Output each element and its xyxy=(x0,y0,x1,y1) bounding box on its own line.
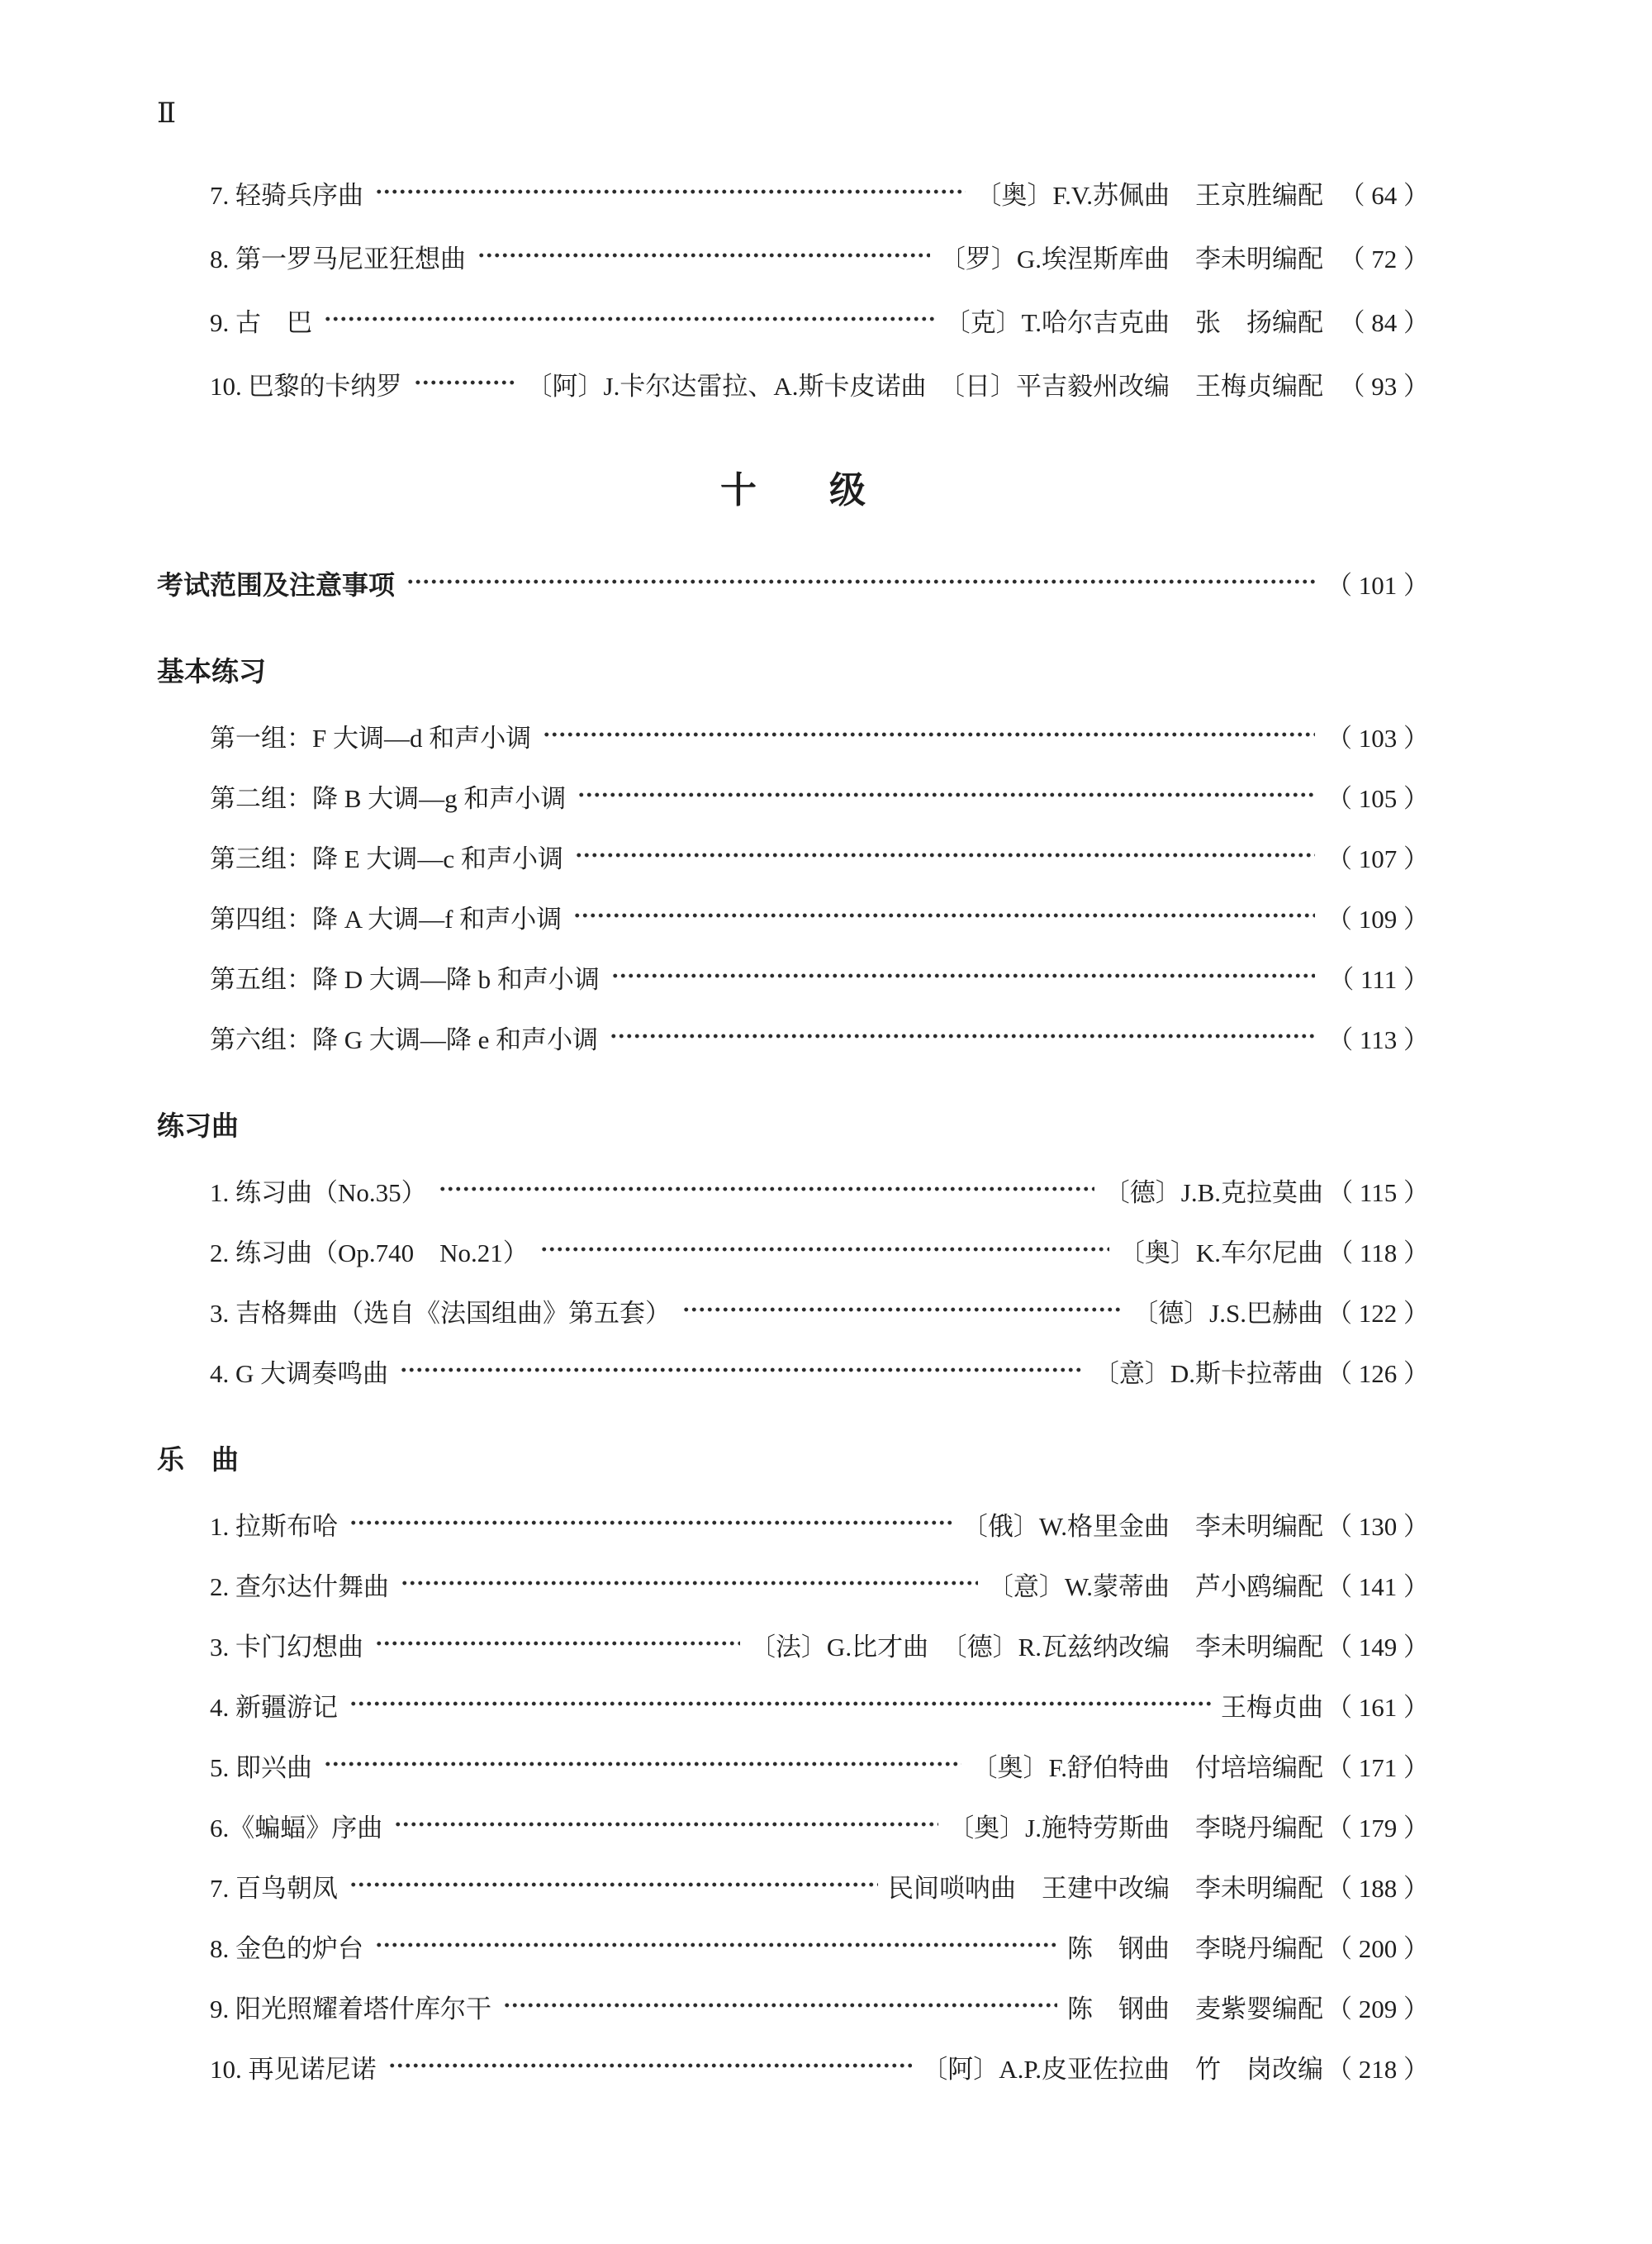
entry-page-number: （ 111 ） xyxy=(1328,965,1429,994)
toc-entry xyxy=(157,1496,1429,1557)
dotted-leader xyxy=(414,369,517,395)
toc-entry xyxy=(157,164,1429,227)
toc-sections xyxy=(157,637,1429,2099)
entry-title: 7. 轻骑兵序曲 xyxy=(210,181,363,210)
entry-attribution: 〔克〕T.哈尔吉克曲 张 扬编配 xyxy=(944,308,1323,337)
toc-entry xyxy=(157,1918,1429,1979)
entry-attribution: 民间唢呐曲 王建中改编 李未明编配 xyxy=(888,1874,1323,1903)
dotted-leader xyxy=(401,1570,978,1595)
toc-entry xyxy=(157,708,1429,768)
entry-attribution: 〔奥〕J.施特劳斯曲 李晓丹编配 xyxy=(948,1814,1323,1842)
entry-page-number: （ 64 ） xyxy=(1339,181,1429,210)
dotted-leader xyxy=(324,1751,961,1776)
entry-attribution: 〔奥〕K.车尔尼曲 xyxy=(1118,1238,1323,1267)
toc-section xyxy=(157,1425,1429,2099)
entry-page-number: （ 72 ） xyxy=(1339,245,1429,273)
entry-title: 3. 吉格舞曲（选自《法国组曲》第五套） xyxy=(210,1299,671,1328)
entry-page-number: （ 105 ） xyxy=(1327,784,1429,813)
entry-title: 4. 新疆游记 xyxy=(210,1693,338,1722)
entry-title: 2. 查尔达什舞曲 xyxy=(210,1572,389,1601)
entry-attribution: 〔德〕J.B.克拉莫曲 xyxy=(1104,1178,1323,1207)
entry-page-number: （ 188 ） xyxy=(1327,1874,1429,1903)
entry-attribution: 王梅贞曲 xyxy=(1221,1693,1323,1722)
entry-page-number: （ 115 ） xyxy=(1327,1178,1429,1207)
level-ten-heading: 十 级 xyxy=(720,470,866,511)
entry-title: 8. 第一罗马尼亚狂想曲 xyxy=(210,245,466,273)
toc-entry xyxy=(157,227,1429,291)
toc-entry xyxy=(157,2039,1429,2099)
entry-title: 1. 练习曲（No.35） xyxy=(210,1178,427,1207)
dotted-leader xyxy=(682,1296,1123,1322)
entry-page-number: （ 93 ） xyxy=(1339,372,1429,401)
entry-attribution: 〔法〕G.比才曲 〔德〕R.瓦兹纳改编 李未明编配 xyxy=(749,1633,1323,1662)
entry-page-number: （ 113 ） xyxy=(1327,1025,1429,1054)
toc-entry xyxy=(157,1557,1429,1617)
entry-page-number: （ 161 ） xyxy=(1327,1693,1429,1722)
entry-page-number: （ 209 ） xyxy=(1327,1994,1429,2023)
entry-attribution: 〔意〕W.蒙蒂曲 芦小鸥编配 xyxy=(987,1572,1323,1601)
entry-page-number: （ 141 ） xyxy=(1327,1572,1429,1601)
toc-entry xyxy=(157,354,1429,418)
dotted-leader xyxy=(611,963,1315,988)
entry-attribution: 〔罗〕G.埃涅斯库曲 李未明编配 xyxy=(939,245,1323,273)
entry-title: 6.《蝙蝠》序曲 xyxy=(210,1814,383,1842)
entry-page-number: （ 200 ） xyxy=(1327,1934,1429,1963)
dotted-leader xyxy=(349,1871,878,1897)
toc-entry xyxy=(157,1343,1429,1404)
entry-title: 9. 阳光照耀着塔什库尔干 xyxy=(210,1994,491,2023)
entry-attribution: 陈 钢曲 麦紫婴编配 xyxy=(1067,1994,1323,2023)
dotted-leader xyxy=(400,1357,1084,1382)
page-marker: Ⅱ xyxy=(157,98,177,129)
entry-page-number: （ 84 ） xyxy=(1339,308,1429,337)
toc-entry xyxy=(157,1162,1429,1223)
entry-title: 1. 拉斯布哈 xyxy=(210,1512,338,1541)
dotted-leader xyxy=(577,782,1315,807)
entry-attribution: 〔意〕D.斯卡拉蒂曲 xyxy=(1093,1359,1323,1388)
entry-page-number: （ 126 ） xyxy=(1327,1359,1429,1388)
dotted-leader xyxy=(477,242,930,268)
toc-entry xyxy=(157,1858,1429,1918)
entry-title: 第三组：降 E 大调—c 和声小调 xyxy=(210,844,563,873)
section-header: 基本练习 xyxy=(157,658,266,687)
dotted-leader xyxy=(375,1630,740,1656)
toc-entry xyxy=(157,1223,1429,1283)
dotted-leader xyxy=(324,306,935,331)
dotted-leader xyxy=(610,1023,1315,1048)
entry-attribution: 〔奥〕F.舒伯特曲 付培培编配 xyxy=(971,1753,1323,1782)
toc-entry xyxy=(157,291,1429,354)
entry-page-number: （ 103 ） xyxy=(1327,724,1429,753)
entry-page-number: （ 122 ） xyxy=(1327,1299,1429,1328)
entry-title: 第二组：降 B 大调—g 和声小调 xyxy=(210,784,567,813)
entry-title: 8. 金色的炉台 xyxy=(210,1934,363,1963)
entry-title: 10. 再见诺尼诺 xyxy=(210,2055,377,2084)
entry-title: 3. 卡门幻想曲 xyxy=(210,1633,363,1662)
entry-page-number: （ 101 ） xyxy=(1327,571,1429,600)
toc-entry xyxy=(157,829,1429,889)
entry-page-number: （ 171 ） xyxy=(1327,1753,1429,1782)
dotted-leader xyxy=(394,1811,938,1837)
toc-entry xyxy=(157,1617,1429,1677)
entry-page-number: （ 118 ） xyxy=(1327,1238,1429,1267)
toc-entry xyxy=(157,768,1429,829)
entry-title: 第五组：降 D 大调—降 b 和声小调 xyxy=(210,965,600,994)
entry-attribution: 〔德〕J.S.巴赫曲 xyxy=(1132,1299,1323,1328)
dotted-leader xyxy=(349,1509,952,1535)
entry-title: 2. 练习曲（Op.740 No.21） xyxy=(210,1238,529,1267)
dotted-leader xyxy=(575,842,1315,868)
toc-entry xyxy=(157,889,1429,949)
section-header: 乐 曲 xyxy=(157,1446,239,1476)
entry-title: 第四组：降 A 大调—f 和声小调 xyxy=(210,905,563,934)
toc-entry xyxy=(157,555,1429,616)
dotted-leader xyxy=(375,178,966,204)
toc-entry xyxy=(157,1738,1429,1798)
toc-entry xyxy=(157,1010,1429,1070)
entry-page-number: （ 109 ） xyxy=(1327,905,1429,934)
toc-section xyxy=(157,1091,1429,1404)
exam-scope-row xyxy=(157,555,1429,616)
dotted-leader xyxy=(573,902,1315,928)
entry-page-number: （ 149 ） xyxy=(1327,1633,1429,1662)
entry-attribution: 陈 钢曲 李晓丹编配 xyxy=(1067,1934,1323,1963)
dotted-leader xyxy=(349,1690,1211,1716)
toc-section xyxy=(157,637,1429,1070)
dotted-leader xyxy=(406,568,1315,594)
entry-page-number: （ 179 ） xyxy=(1327,1814,1429,1842)
entry-title: 4. G 大调奏鸣曲 xyxy=(210,1359,389,1388)
entry-title: 7. 百鸟朝凤 xyxy=(210,1874,338,1903)
dotted-leader xyxy=(375,1932,1057,1957)
entry-attribution: 〔阿〕A.P.皮亚佐拉曲 竹 岗改编 xyxy=(922,2055,1323,2084)
entry-title: 第六组：降 G 大调—降 e 和声小调 xyxy=(210,1025,599,1054)
level-nine-remaining-entries xyxy=(157,164,1429,418)
toc-entry xyxy=(157,1677,1429,1738)
toc-entry xyxy=(157,1979,1429,2039)
dotted-leader xyxy=(543,721,1315,747)
dotted-leader xyxy=(503,1992,1057,2018)
entry-page-number: （ 107 ） xyxy=(1327,844,1429,873)
entry-title: 9. 古 巴 xyxy=(210,308,312,337)
toc-entry xyxy=(157,949,1429,1010)
dotted-leader xyxy=(540,1236,1109,1262)
entry-title: 10. 巴黎的卡纳罗 xyxy=(210,372,402,401)
entry-attribution: 〔俄〕W.格里金曲 李未明编配 xyxy=(961,1512,1323,1541)
section-header: 练习曲 xyxy=(157,1112,239,1142)
toc-entry xyxy=(157,1798,1429,1858)
entry-attribution: 〔阿〕J.卡尔达雷拉、A.斯卡皮诺曲 〔日〕平吉毅州改编 王梅贞编配 xyxy=(526,372,1323,401)
dotted-leader xyxy=(439,1176,1094,1201)
toc-entry xyxy=(157,1283,1429,1343)
entry-page-number: （ 130 ） xyxy=(1327,1512,1429,1541)
dotted-leader xyxy=(388,2052,913,2078)
entry-title: 第一组：F 大调—d 和声小调 xyxy=(210,724,532,753)
entry-attribution: 〔奥〕F.V.苏佩曲 王京胜编配 xyxy=(976,181,1323,210)
entry-title: 考试范围及注意事项 xyxy=(157,570,396,600)
entry-page-number: （ 218 ） xyxy=(1327,2055,1429,2084)
entry-title: 5. 即兴曲 xyxy=(210,1753,312,1782)
